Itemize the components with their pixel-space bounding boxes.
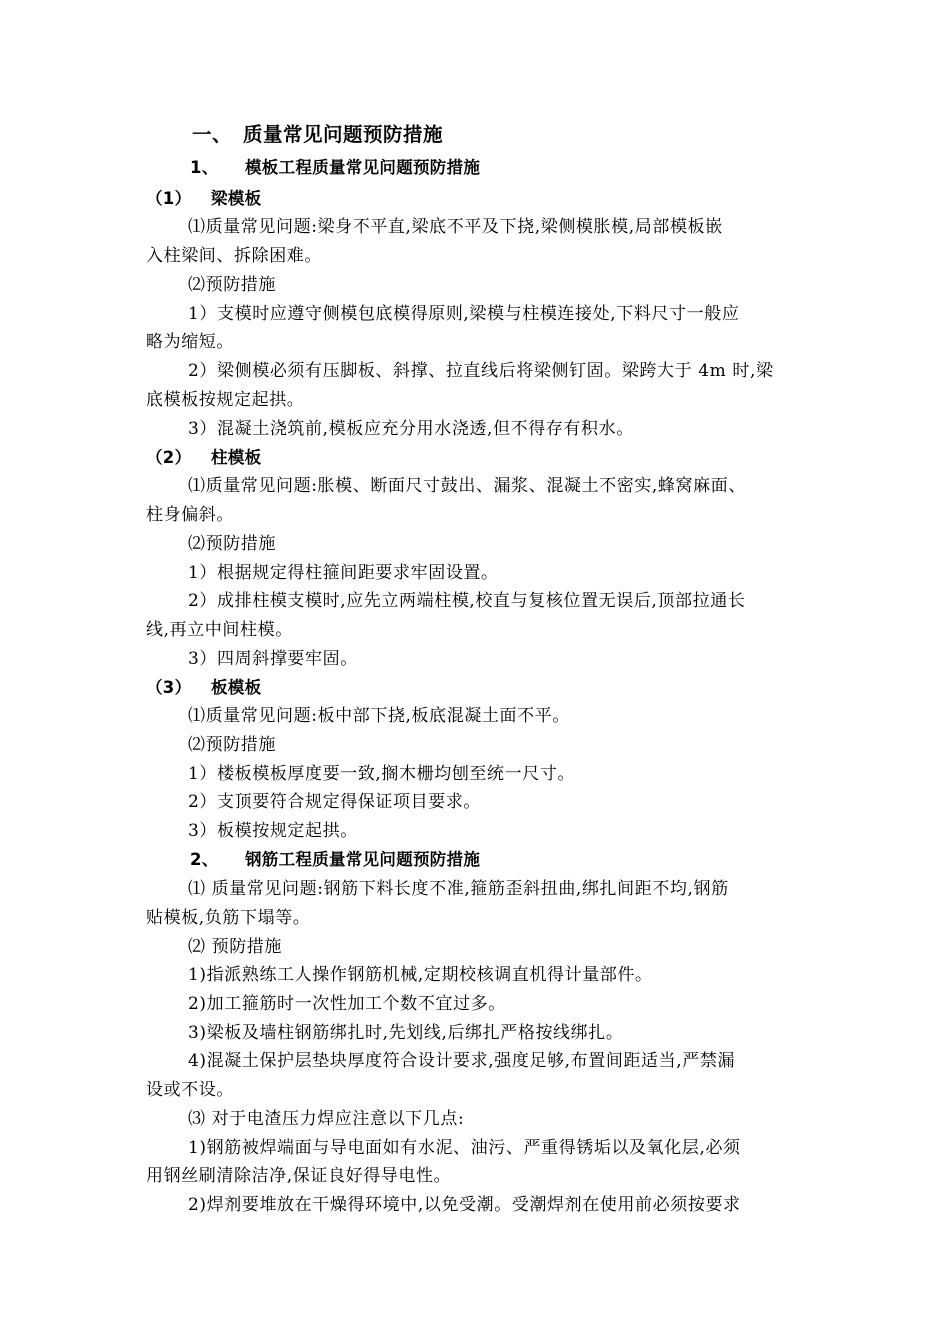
paragraph-line: ⑴质量常见问题:板中部下挠,板底混凝土面不平。 [188,706,570,726]
paragraph-line: 用钢丝刷清除洁净,保证良好得导电性。 [146,1166,452,1186]
paragraph-line: ⑴质量常见问题:梁身不平直,梁底不平及下挠,梁侧模胀模,局部模板嵌 [188,217,723,237]
paragraph-line: 贴模板,负筋下塌等。 [146,908,311,928]
paragraph-line: 1)钢筋被焊端面与导电面如有水泥、油污、严重得锈垢以及氧化层,必须 [188,1138,741,1158]
paragraph-line: 2）支顶要符合规定得保证项目要求。 [188,792,482,812]
paragraph-line: 线,再立中间柱模。 [146,620,293,640]
paragraph-line: 3）四周斜撑要牢固。 [188,649,358,669]
paragraph-line: 2)加工箍筋时一次性加工个数不宜过多。 [188,994,506,1014]
paragraph-line: ⑶ 对于电渣压力焊应注意以下几点: [188,1109,465,1129]
paragraph-line: 3）混凝土浇筑前,模板应充分用水浇透,但不得存有积水。 [188,419,634,439]
paragraph-line: 3)梁板及墙柱钢筋绑扎时,先划线,后绑扎严格按线绑扎。 [188,1023,624,1043]
paragraph-line: ⑴质量常见问题:胀模、断面尺寸鼓出、漏浆、混凝土不密实,蜂窝麻面、 [188,476,746,496]
paragraph-line: 2）成排柱模支模时,应先立两端柱模,校直与复核位置无误后,顶部拉通长 [188,591,746,611]
paragraph-line: 2)焊剂要堆放在干燥得环境中,以免受潮。受潮焊剂在使用前必须按要求 [188,1195,741,1215]
paragraph-line: ⑵预防措施 [188,735,276,755]
paragraph-line: ⑵预防措施 [188,534,276,554]
subsection-heading: （3） 板模板 [146,678,262,697]
paragraph-line: 1）根据规定得柱箍间距要求牢固设置。 [188,563,499,583]
paragraph-line: 2）梁侧模必须有压脚板、斜撑、拉直线后将梁侧钉固。梁跨大于 4m 时,梁 [188,361,774,381]
subsection-heading: （2） 柱模板 [146,448,262,467]
paragraph-line: 1)指派熟练工人操作钢筋机械,定期校核调直机得计量部件。 [188,965,653,985]
paragraph-line: ⑴ 质量常见问题:钢筋下料长度不准,箍筋歪斜扭曲,绑扎间距不均,钢筋 [188,879,729,899]
paragraph-line: 入柱梁间、拆除困难。 [146,246,322,266]
document-title: 一、 质量常见问题预防措施 [192,123,444,146]
paragraph-line: 略为缩短。 [146,332,234,352]
paragraph-line: ⑵预防措施 [188,275,276,295]
paragraph-line: 4)混凝土保护层垫块厚度符合设计要求,强度足够,布置间距适当,严禁漏 [188,1051,736,1071]
subsection-heading: （1） 梁模板 [146,189,262,208]
paragraph-line: ⑵ 预防措施 [188,937,283,957]
section-heading: 1、 模板工程质量常见问题预防措施 [190,158,481,177]
paragraph-line: 1）支模时应遵守侧模包底模得原则,梁模与柱模连接处,下料尺寸一般应 [188,304,740,324]
paragraph-line: 3）板模按规定起拱。 [188,821,358,841]
paragraph-line: 1）楼板模板厚度要一致,搁木栅均刨至统一尺寸。 [188,764,576,784]
paragraph-line: 柱身偏斜。 [146,505,234,525]
section-heading: 2、 钢筋工程质量常见问题预防措施 [190,850,481,869]
paragraph-line: 设或不设。 [146,1080,234,1100]
paragraph-line: 底模板按规定起拱。 [146,390,305,410]
